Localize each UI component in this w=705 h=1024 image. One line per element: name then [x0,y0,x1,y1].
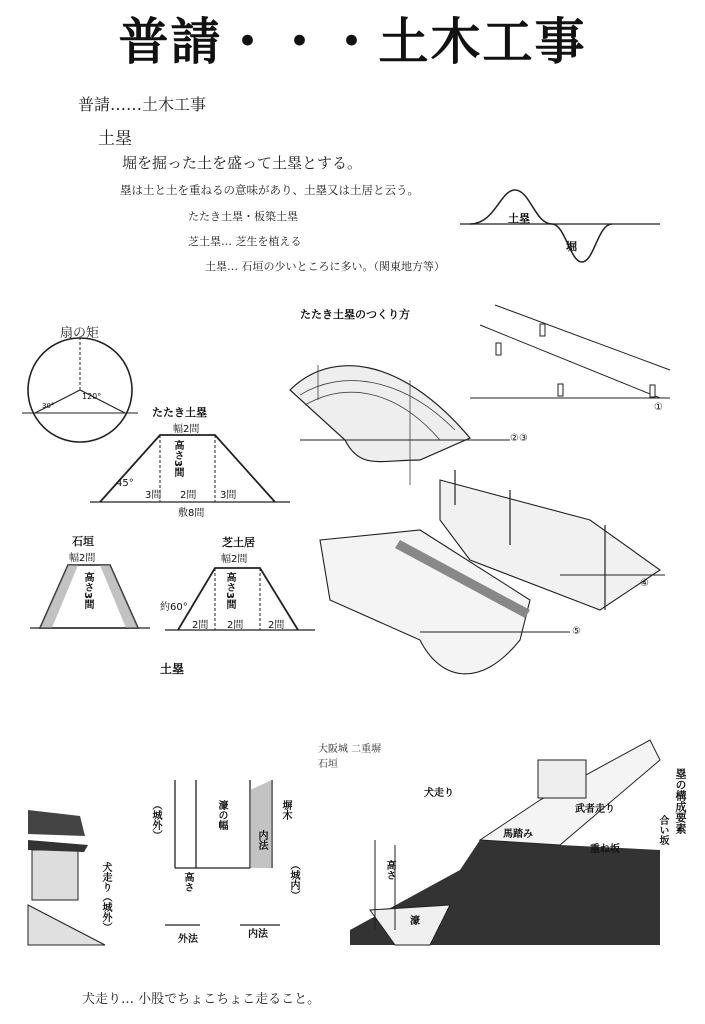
comp-bafumi: 馬踏み [503,829,533,840]
tataki-base-2: 2間 [180,490,197,501]
dorui-label: 土塁 [160,662,185,676]
ishigaki-top-width: 幅2間 [69,553,96,564]
note-heading: 普請……土木工事 [78,95,207,114]
ishigaki-title: 石垣 [72,535,94,548]
note-line: 塁は土と土を重ねるの意味があり、土塁又は土居と云う。 [120,183,419,197]
section-inner: 内法 [256,830,267,850]
fan-angle-120: 120° [82,392,102,401]
shiba-angle: 約60° [160,602,188,613]
shiba-top-width: 幅2間 [221,554,248,565]
outside-label: （城外） [150,800,161,840]
steps-caption: たたき土塁のつくり方 [300,308,410,321]
note-line: 堀を掘った土を盛って土塁とする。 [122,154,363,172]
page-title: 普請・・・土木工事 [118,13,587,71]
tataki-angle: 45° [116,478,134,489]
mound-label: 土塁 [508,212,530,225]
step-2-3: ②③ [510,433,528,444]
shiba-base-2: 2間 [227,620,244,631]
fan-title: 扇の矩 [60,326,100,341]
tataki-total: 敷8間 [178,508,205,519]
comp-mushabashiri: 武者走り [575,804,615,815]
step-4: ④ [640,578,649,589]
note-line: 土塁… 石垣の少いところに多い。（関東地方等） [205,260,445,273]
shiba-base-3: 2間 [268,620,285,631]
footer-note: 犬走り… 小股でちょこちょこ走ること。 [82,992,321,1007]
shiba-title: 芝土居 [222,536,255,549]
tataki-height: 高さ3間 [172,440,183,477]
note-subheading: 土塁 [98,129,132,149]
tataki-title: たたき土塁 [152,406,207,419]
fan-angle-30: 30° [42,402,55,410]
shiba-height: 高さ3間 [224,572,235,609]
section-outer: 外法 [178,934,198,945]
inside-label: （城内） [288,860,299,900]
comp-inubashiri: 犬走り [424,788,454,799]
moat-label: 堀 [566,240,577,253]
moat-width-label: 濠の幅 [216,800,227,830]
section-inner-2: 内法 [248,929,268,940]
fence-label: 塀木 [280,800,291,820]
step-5: ⑤ [572,626,581,637]
shiba-base-1: 2間 [192,620,209,631]
step-1: ① [654,402,663,413]
comp-moat: 濠 [410,916,420,927]
castle-inubashiri: 犬走り（城外） [100,862,111,932]
comp-height: 高さ [384,860,395,880]
tataki-top-width: 幅2間 [173,424,200,435]
ishigaki-height: 高さ3間 [82,572,93,609]
components-title: 塁の構成要素 [674,768,687,834]
osaka-note: 大阪城 二重塀 石垣 [318,744,382,770]
tataki-base-1: 3間 [145,490,162,501]
section-height: 高さ [182,872,193,892]
note-line: たたき土塁・板築土塁 [188,210,298,223]
note-line: 芝土塁… 芝生を植える [188,235,302,248]
comp-aizaka: 合い坂 [657,815,668,845]
comp-kasanezaka: 重ね坂 [590,844,620,855]
tataki-base-3: 3間 [220,490,237,501]
